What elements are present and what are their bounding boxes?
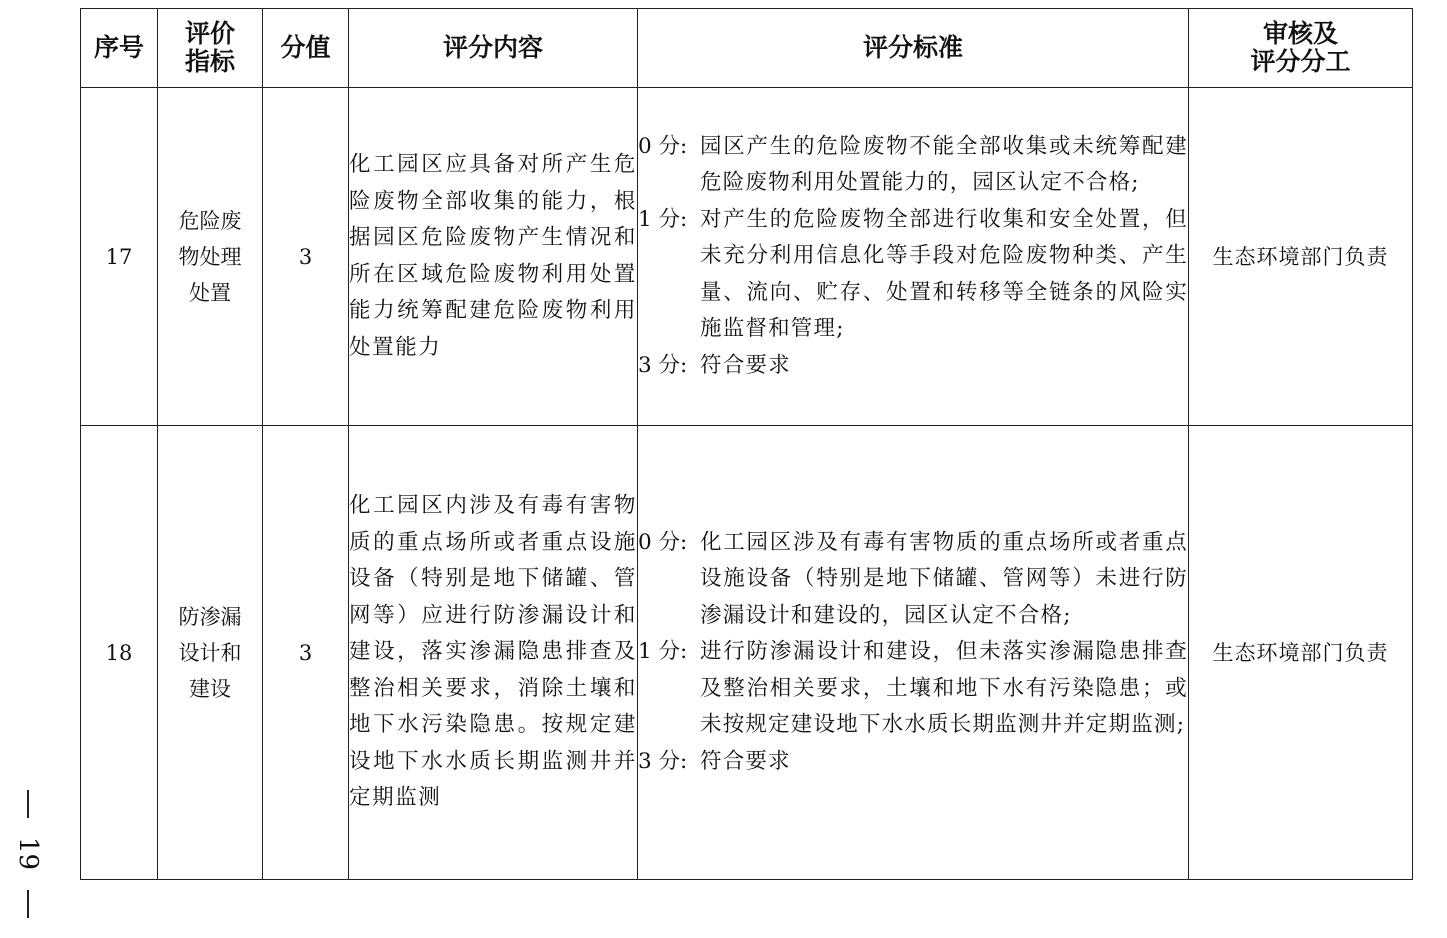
criteria-item [638,202,1188,348]
criteria-score: 1 分: [638,206,688,232]
criteria-text: 进行防渗漏设计和建设，但未落实渗漏隐患排查及整治相关要求，土壤和地下水有污染隐患；或未按规定建设地下水水质长期监测井并定期监测; [700,639,1188,738]
row-indicator [158,426,263,880]
criteria-score: 3 分: [638,748,688,774]
indicator-line: 设计和 [178,640,242,665]
criteria-score: 0 分: [638,529,688,555]
criteria-text: 园区产生的危险废物不能全部收集或未统筹配建危险废物利用处置能力的，园区认定不合格; [700,133,1188,196]
criteria-text: 对产生的危险废物全部进行收集和安全处置，但未充分利用信息化等手段对危险废物种类、产生量、流向、贮存、处置和转移等全链条的风险实施监督和管理; [700,206,1188,342]
page-number-dash [27,890,29,918]
row-indicator [158,88,263,426]
indicator-line: 物处理 [178,244,242,269]
criteria-text: 符合要求 [700,352,791,378]
criteria-score: 1 分: [638,639,688,665]
table-header-row [81,9,1413,88]
evaluation-table [80,8,1413,880]
row-criteria [638,88,1189,426]
header-no: 序号 [81,9,158,88]
page-number [10,790,46,918]
header-criteria: 评分标准 [638,9,1189,88]
page-number-dash [27,790,29,818]
header-score: 分值 [263,9,349,88]
table-row [81,88,1413,426]
criteria-score: 0 分: [638,133,688,159]
indicator-line: 处置 [189,280,231,305]
page-number-value: 19 [13,837,43,871]
header-responsible: 审核及 评分分工 [1189,9,1413,88]
row-score: 3 [263,88,349,426]
indicator-line: 危险废 [178,208,242,233]
row-responsible: 生态环境部门负责 [1189,426,1413,880]
row-no: 17 [81,88,158,426]
indicator-line: 防渗漏 [178,604,242,629]
row-score: 3 [263,426,349,880]
criteria-item [638,348,1188,385]
criteria-text: 化工园区涉及有毒有害物质的重点场所或者重点设施设备（特别是地下储罐、管网等）未进行防渗漏设计和建设的，园区认定不合格; [700,529,1188,628]
row-content: 化工园区应具备对所产生危险废物全部收集的能力，根据园区危险废物产生情况和所在区域危险废物利用处置能力统筹配建危险废物利用处置能力 [349,88,638,426]
criteria-item [638,525,1188,635]
indicator-line: 建设 [189,676,231,701]
criteria-item [638,744,1188,781]
header-indicator: 评价 指标 [158,9,263,88]
row-no: 18 [81,426,158,880]
header-content: 评分内容 [349,9,638,88]
row-criteria [638,426,1189,880]
table-row [81,426,1413,880]
criteria-text: 符合要求 [700,748,791,774]
row-content: 化工园区内涉及有毒有害物质的重点场所或者重点设施设备（特别是地下储罐、管网等）应进行防渗漏设计和建设，落实渗漏隐患排查及整治相关要求，消除土壤和地下水污染隐患。按规定建设地下水水质长期监测井并定期监测 [349,426,638,880]
row-responsible: 生态环境部门负责 [1189,88,1413,426]
criteria-score: 3 分: [638,352,688,378]
criteria-item [638,129,1188,202]
criteria-item [638,634,1188,744]
